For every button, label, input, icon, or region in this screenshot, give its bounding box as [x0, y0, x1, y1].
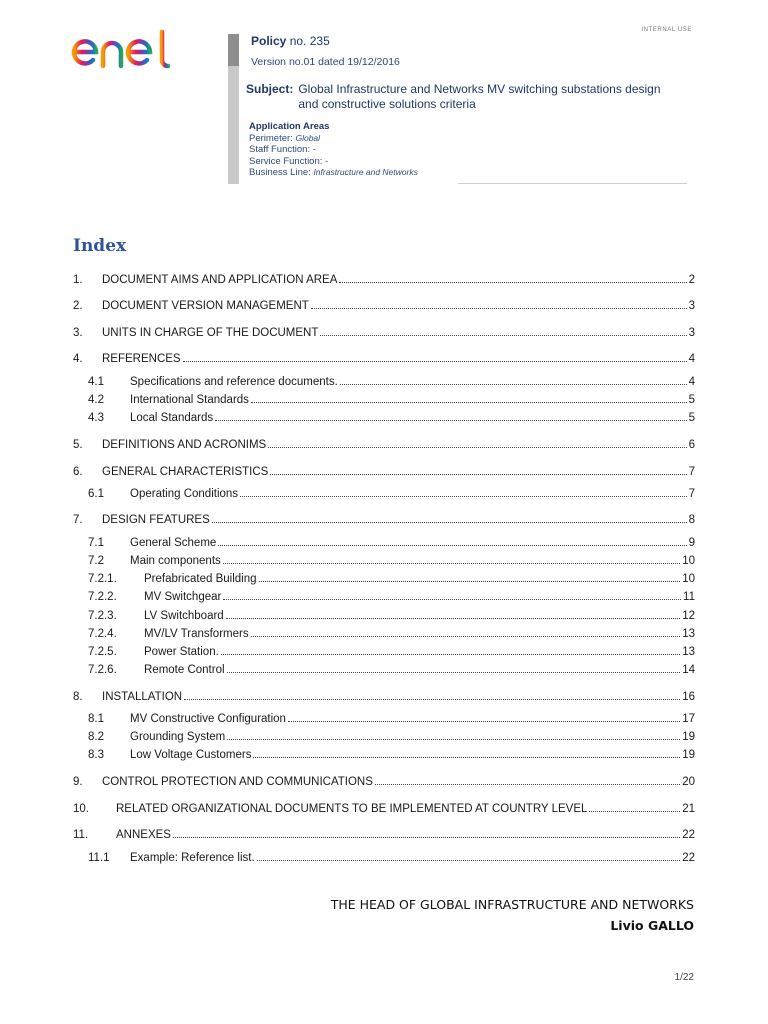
application-areas	[249, 121, 418, 179]
toc-entry-number: 7.2.5.	[88, 646, 117, 658]
toc-entry-title: LV Switchboard	[144, 610, 224, 622]
toc-entry-title: DEFINITIONS AND ACRONIMS	[102, 439, 267, 451]
toc-entry-page: 10	[682, 555, 695, 567]
toc-entry-title: Power Station.	[144, 646, 219, 658]
toc-entry-title: Operating Conditions	[130, 488, 239, 500]
toc-leader-dots	[221, 644, 680, 655]
subject-label: Subject:	[246, 82, 294, 96]
header-divider	[458, 183, 687, 184]
toc-entry-number: 7.2.4.	[88, 628, 117, 640]
staff-function-value: -	[312, 144, 316, 155]
toc-entry[interactable]	[73, 270, 695, 286]
toc-entry[interactable]	[73, 848, 695, 864]
toc-leader-dots	[270, 464, 686, 475]
signoff-role: THE HEAD OF GLOBAL INFRASTRUCTURE AND NETWORKS	[330, 897, 694, 912]
toc-entry-title: MV/LV Transformers	[144, 628, 249, 640]
signoff-block	[331, 894, 694, 936]
toc-entry-number: 2.	[73, 300, 83, 312]
toc-entry-number: 8.1	[88, 713, 104, 725]
toc-leader-dots	[251, 392, 687, 403]
toc-leader-dots	[223, 589, 681, 600]
toc-entry-page: 17	[682, 713, 695, 725]
toc-entry-title: Low Voltage Customers	[130, 749, 252, 761]
toc-entry-page: 3	[688, 327, 695, 339]
toc-entry[interactable]	[73, 687, 695, 703]
toc-entry-page: 16	[682, 691, 695, 703]
toc-entry-number: 7.	[73, 514, 83, 526]
business-line-value: Infrastructure and Networks	[313, 167, 418, 177]
toc-leader-dots	[227, 729, 680, 740]
toc-entry-page: 22	[682, 829, 695, 841]
toc-entry-title: INSTALLATION	[102, 691, 183, 703]
toc-leader-dots	[259, 571, 681, 582]
toc-leader-dots	[288, 711, 680, 722]
toc-entry[interactable]	[73, 462, 695, 478]
header-accent-bar	[228, 34, 239, 184]
toc-entry[interactable]	[73, 660, 695, 676]
toc-entry-title: Example: Reference list.	[130, 852, 255, 864]
toc-entry-title: Specifications and reference documents.	[130, 376, 338, 388]
toc-entry-title: DOCUMENT VERSION MANAGEMENT	[102, 300, 309, 312]
toc-entry-title: Prefabricated Building	[144, 573, 257, 585]
toc-entry-number: 4.1	[88, 376, 104, 388]
toc-entry-title: ANNEXES	[116, 829, 171, 841]
toc-leader-dots	[226, 608, 681, 619]
toc-leader-dots	[223, 553, 680, 564]
version-info: Version no.01 dated 19/12/2016	[251, 56, 400, 68]
classification-label: INTERNAL USE	[641, 27, 692, 33]
toc-leader-dots	[257, 850, 681, 861]
enel-logo	[70, 28, 182, 72]
toc-entry-number: 7.2.1.	[88, 573, 117, 585]
toc-leader-dots	[320, 325, 686, 336]
toc-entry[interactable]	[73, 606, 695, 622]
toc-entry[interactable]	[73, 533, 695, 549]
toc-entry-number: 8.2	[88, 731, 104, 743]
toc-entry[interactable]	[73, 709, 695, 725]
toc-entry-number: 5.	[73, 439, 83, 451]
toc-entry-number: 7.2	[88, 555, 104, 567]
toc-entry[interactable]	[73, 587, 695, 603]
toc-entry-page: 7	[688, 488, 695, 500]
toc-entry[interactable]	[73, 372, 695, 388]
subject-block	[246, 82, 706, 112]
toc-entry-page: 9	[688, 537, 695, 549]
toc-entry-page: 13	[682, 646, 695, 658]
toc-entry-number: 7.2.3.	[88, 610, 117, 622]
toc-entry-page: 12	[682, 610, 695, 622]
toc-entry-title: Main components	[130, 555, 221, 567]
subject-line-1: Global Infrastructure and Networks MV switching substations design	[298, 82, 661, 96]
toc-entry-number: 1.	[73, 274, 83, 286]
toc-leader-dots	[183, 351, 687, 362]
toc-entry-title: MV Constructive Configuration	[130, 713, 286, 725]
toc-entry[interactable]	[73, 408, 695, 424]
toc-entry-page: 10	[682, 573, 695, 585]
toc-leader-dots	[375, 774, 680, 785]
toc-entry[interactable]	[73, 484, 695, 500]
toc-entry-title: DOCUMENT AIMS AND APPLICATION AREA	[102, 274, 338, 286]
business-line-row	[249, 167, 418, 179]
toc-entry-title: RELATED ORGANIZATIONAL DOCUMENTS TO BE IMPLEMENTED AT COUNTRY LEVEL	[116, 803, 588, 815]
toc-entry-page: 2	[688, 274, 695, 286]
perimeter-row	[249, 133, 418, 145]
toc-entry-title: UNITS IN CHARGE OF THE DOCUMENT	[102, 327, 319, 339]
perimeter-value: Global	[295, 132, 321, 143]
toc-leader-dots	[215, 410, 686, 421]
service-function-row	[249, 156, 418, 168]
toc-entry[interactable]	[73, 551, 695, 567]
application-areas-title: Application Areas	[249, 121, 330, 132]
toc-leader-dots	[240, 486, 687, 497]
toc-leader-dots	[173, 827, 680, 838]
toc-entry-number: 9.	[73, 776, 83, 788]
toc-entry-title: International Standards	[130, 394, 249, 406]
toc-entry-number: 8.	[73, 691, 83, 703]
page-indicator: 1/22	[674, 972, 694, 983]
toc-entry-page: 14	[682, 664, 695, 676]
toc-entry-page: 3	[688, 300, 695, 312]
toc-entry-number: 3.	[73, 327, 83, 339]
toc-leader-dots	[227, 662, 681, 673]
toc-entry[interactable]	[73, 745, 695, 761]
policy-label: Policy	[251, 34, 287, 48]
toc-entry-title: Remote Control	[144, 664, 225, 676]
toc-entry-page: 19	[682, 749, 695, 761]
toc-leader-dots	[184, 689, 680, 700]
toc-leader-dots	[218, 535, 686, 546]
toc-entry[interactable]	[73, 569, 695, 585]
toc-entry[interactable]	[73, 727, 695, 743]
toc-entry-page: 4	[688, 376, 695, 388]
toc-entry-page: 22	[682, 852, 695, 864]
toc-entry-number: 4.	[73, 353, 83, 365]
toc-entry-page: 5	[688, 412, 695, 424]
toc-entry[interactable]	[73, 435, 695, 451]
toc-entry[interactable]	[73, 825, 695, 841]
toc-entry-number: 11.1	[88, 852, 110, 864]
toc-entry-number: 10.	[73, 803, 89, 815]
staff-function-label: Staff Function:	[249, 144, 311, 155]
toc-entry-page: 6	[688, 439, 695, 451]
toc-entry-number: 7.1	[88, 537, 104, 549]
toc-entry[interactable]	[73, 390, 695, 406]
perimeter-label: Perimeter:	[249, 132, 293, 144]
toc-entry[interactable]	[73, 510, 695, 526]
toc-entry-number: 7.2.2.	[88, 591, 117, 603]
toc-entry-number: 4.2	[88, 394, 104, 406]
toc-leader-dots	[589, 801, 680, 812]
toc-entry[interactable]	[73, 323, 695, 339]
toc-entry[interactable]	[73, 296, 695, 312]
toc-entry-number: 7.2.6.	[88, 664, 117, 676]
toc-leader-dots	[212, 512, 687, 523]
toc-entry-page: 21	[682, 803, 695, 815]
toc-entry-page: 8	[688, 514, 695, 526]
toc-entry-title: GENERAL CHARACTERISTICS	[102, 466, 269, 478]
subject-line-2: and constructive solutions criteria	[298, 97, 476, 111]
staff-function-row	[249, 144, 418, 156]
policy-title	[251, 34, 330, 48]
signoff-name: Livio GALLO	[610, 918, 694, 933]
business-line-label: Business Line:	[249, 167, 311, 178]
toc-leader-dots	[268, 437, 686, 448]
toc-entry-number: 8.3	[88, 749, 104, 761]
toc-leader-dots	[253, 747, 680, 758]
toc-entry-number: 11.	[73, 829, 89, 841]
toc-entry-page: 11	[683, 591, 695, 603]
toc-leader-dots	[251, 626, 681, 637]
toc-entry-page: 19	[682, 731, 695, 743]
index-title: Index	[73, 236, 127, 256]
toc-entry-page: 13	[682, 628, 695, 640]
toc-entry[interactable]	[73, 772, 695, 788]
toc-entry-title: General Scheme	[130, 537, 217, 549]
toc-entry-title: Local Standards	[130, 412, 214, 424]
toc-entry-title: Grounding System	[130, 731, 226, 743]
toc-entry-title: REFERENCES	[102, 353, 181, 365]
toc-entry-number: 4.3	[88, 412, 104, 424]
toc-entry-title: CONTROL PROTECTION AND COMMUNICATIONS	[102, 776, 373, 788]
toc-leader-dots	[339, 272, 686, 283]
toc-entry-page: 4	[688, 353, 695, 365]
toc-entry[interactable]	[73, 642, 695, 658]
toc-leader-dots	[311, 298, 687, 309]
toc-entry-number: 6.	[73, 466, 83, 478]
toc-leader-dots	[340, 374, 687, 385]
toc-entry-page: 20	[682, 776, 695, 788]
toc-entry-page: 7	[688, 466, 695, 478]
toc-entry-page: 5	[688, 394, 695, 406]
toc-entry-number: 6.1	[88, 488, 104, 500]
toc-entry-title: DESIGN FEATURES	[102, 514, 210, 526]
toc-entry[interactable]	[73, 349, 695, 365]
toc-entry-title: MV Switchgear	[144, 591, 222, 603]
policy-number: no. 235	[289, 34, 330, 48]
toc-entry[interactable]	[73, 624, 695, 640]
toc-entry[interactable]	[73, 799, 695, 815]
service-function-label: Service Function:	[249, 155, 323, 167]
service-function-value: -	[325, 155, 329, 167]
